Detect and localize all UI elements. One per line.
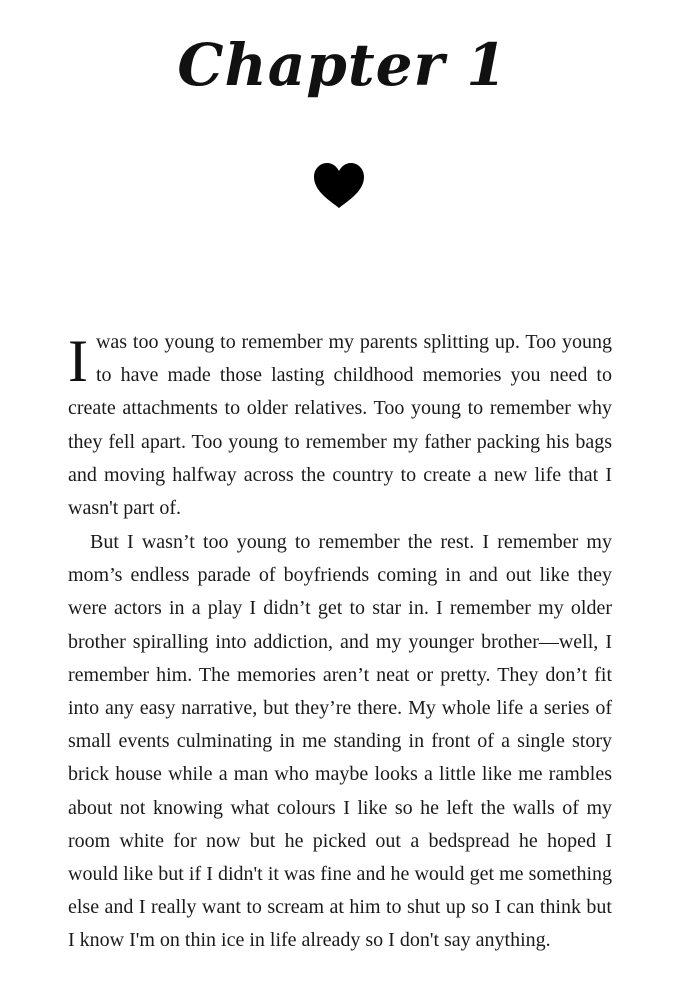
paragraph-1: [68, 326, 612, 525]
paragraph-1-text: was too young to remember my parents splitting up. Too young to have made those lasting childhood memories you need to create attachments to older relatives. Too young to remember why they fell apart. Too young to remember my father packing his bags and moving halfway across the country to create a new life that I wasn't part of.: [68, 331, 612, 520]
paragraph-2: But I wasn’t too young to remember the rest. I remember my mom’s endless parade of boyfriends coming in and out like they were actors in a play I didn’t get to star in. I remember my older brother spiralling into addiction, and my younger brother—well, I remember him. The memories aren’t neat or pretty. They don’t fit into any easy narrative, but they’re there. My whole life a series of small events culminating in me standing in front of a single story brick house while a man who maybe looks a little like me rambles about not knowing what colours I like so he left the walls of my room white for now but he picked out a bedspread he hoped I would like but if I didn't it was fine and he would get me something else and I really want to scream at him to shut up so I can think but I know I'm on thin ice in life already so I don't say anything.: [68, 531, 612, 952]
heart-icon: [312, 162, 366, 210]
chapter-title: Chapter 1: [177, 31, 508, 99]
drop-cap: I: [68, 328, 88, 394]
